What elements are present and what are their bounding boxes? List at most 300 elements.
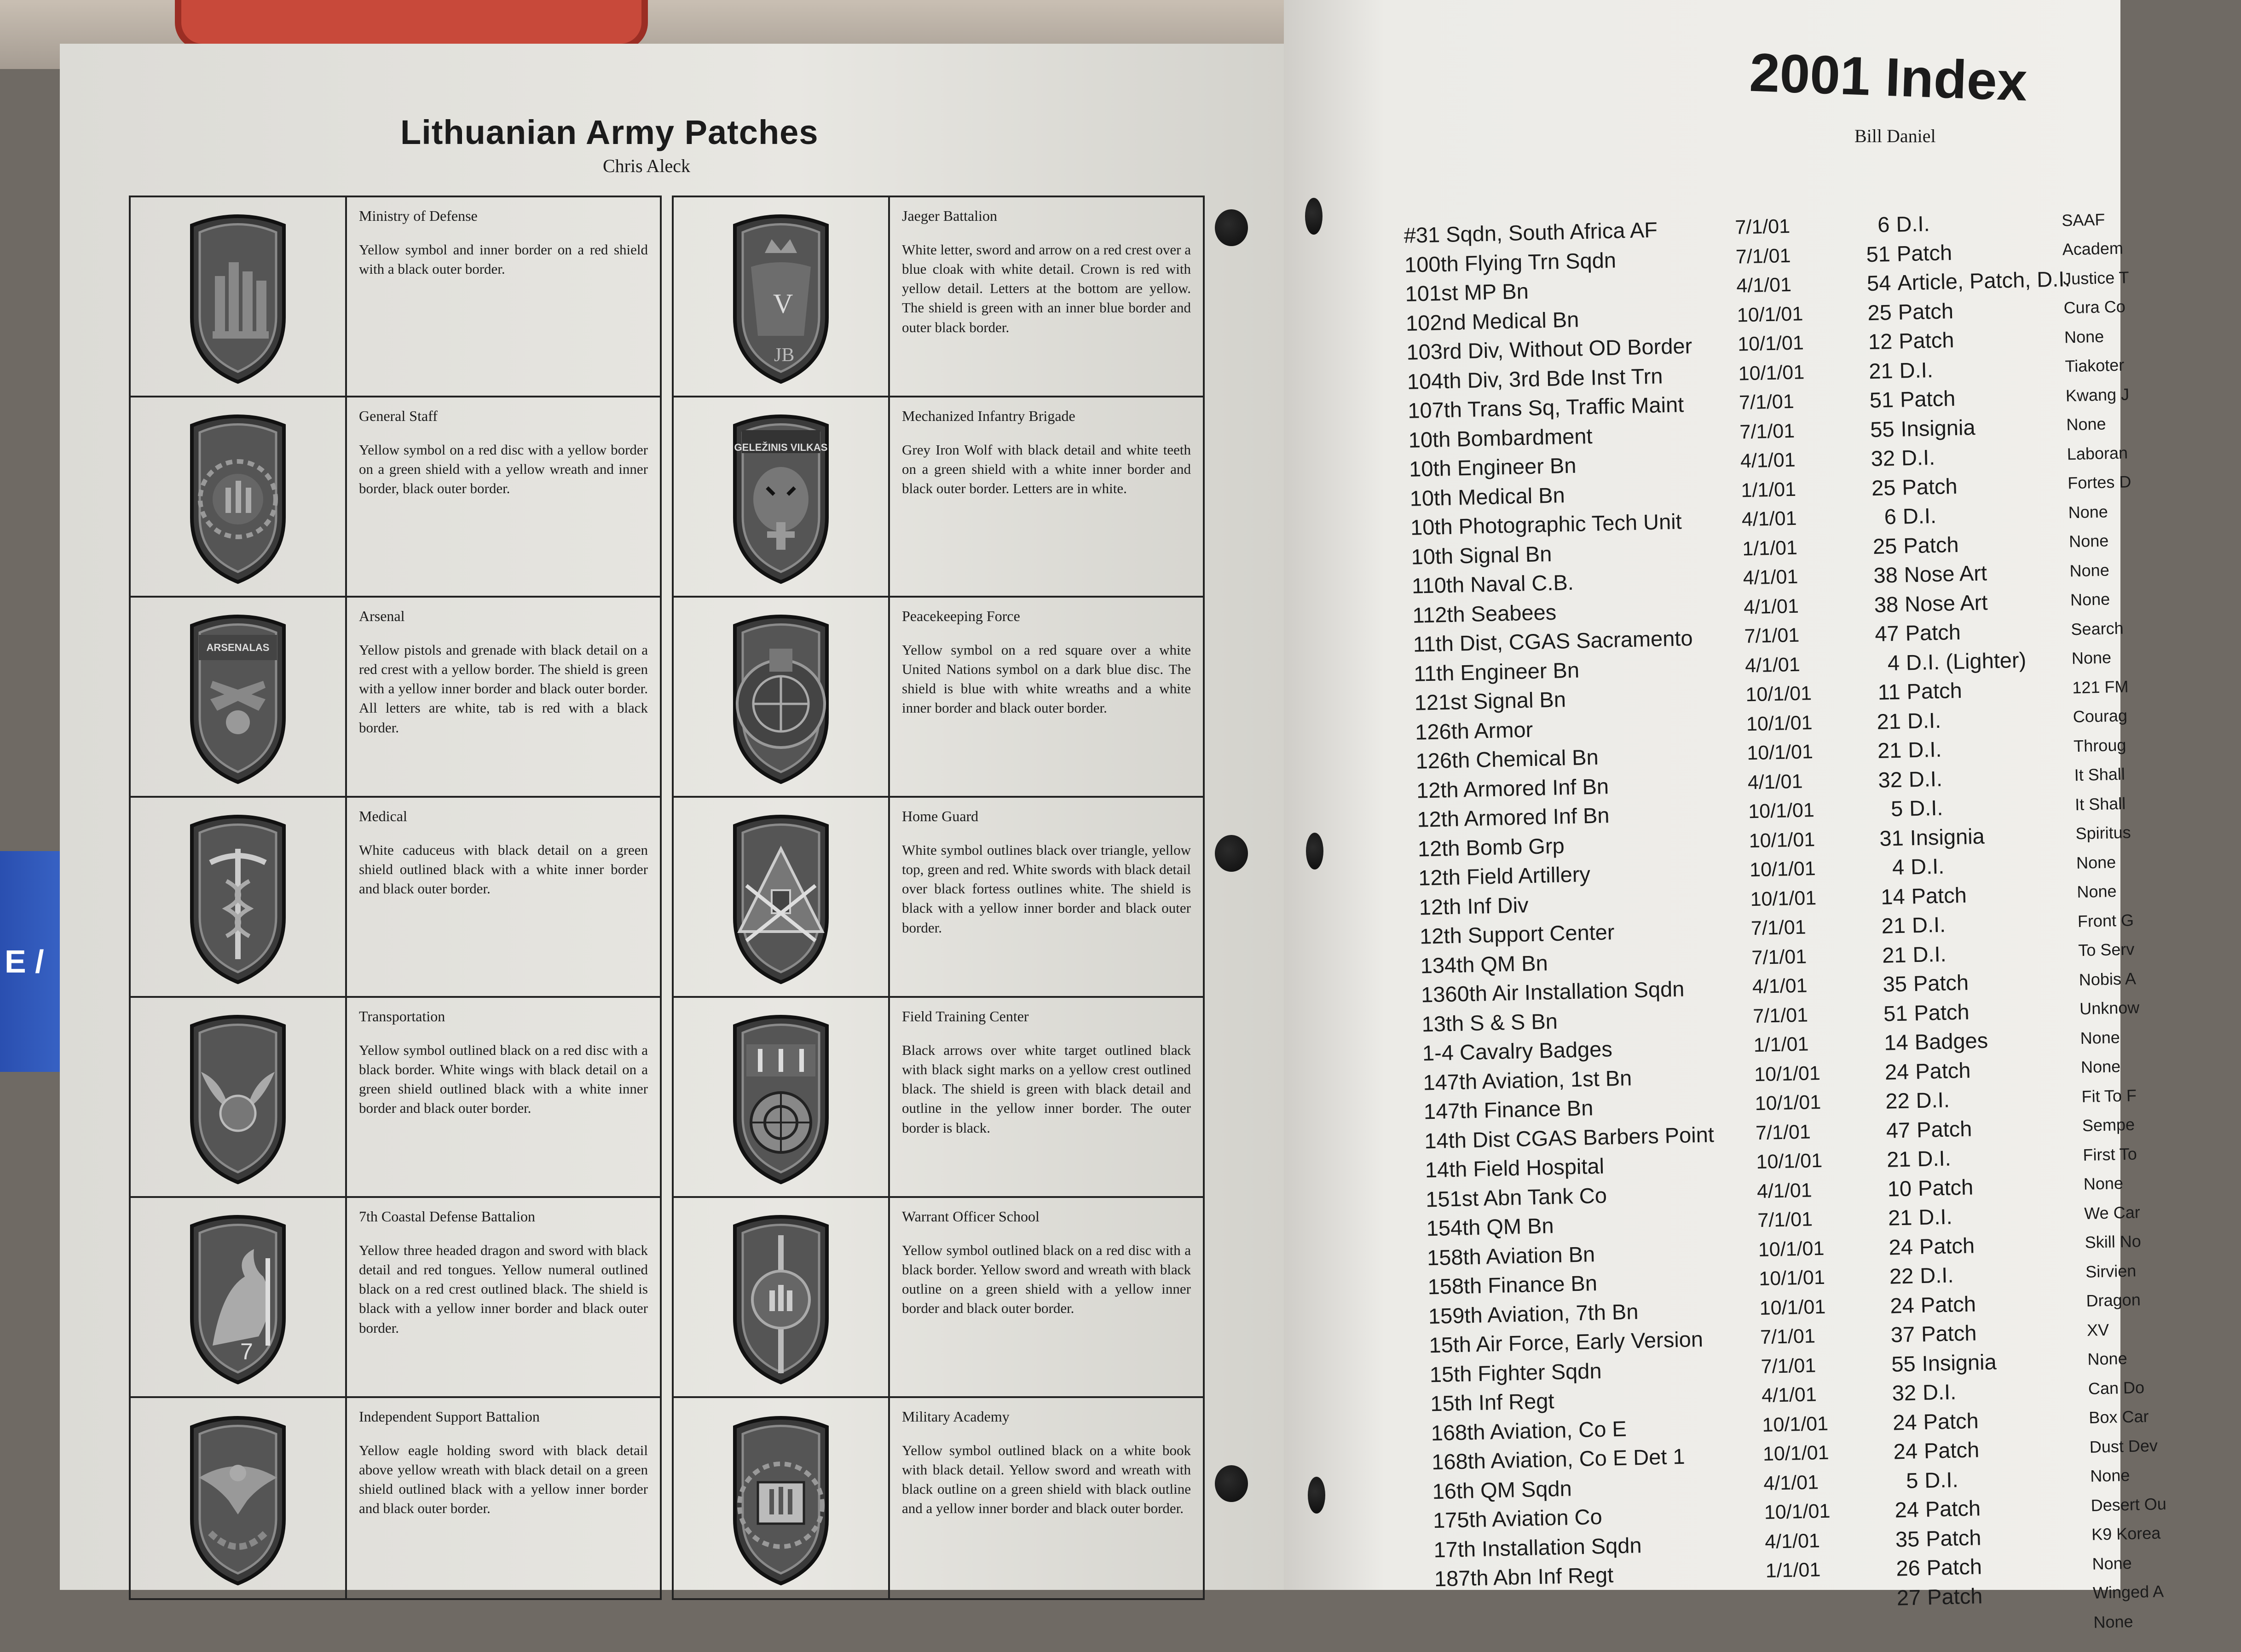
patch-name: Military Academy	[902, 1408, 1010, 1425]
index-date: 4/1/01	[1743, 566, 1798, 589]
index-type: Patch	[1898, 328, 1954, 353]
index-page: 35	[1895, 1526, 1920, 1552]
index-date: 10/1/01	[1764, 1500, 1831, 1524]
index-motto: None	[2068, 531, 2109, 551]
index-type: D.I.	[1899, 357, 1934, 383]
index-page: 21	[1886, 1146, 1912, 1172]
winged-wheel-icon	[171, 1007, 305, 1187]
index-motto: Front G	[2077, 910, 2134, 931]
index-date: 4/1/01	[1736, 274, 1792, 297]
index-unit: 12th Support Center	[1419, 920, 1615, 949]
index-page: 4	[1887, 650, 1900, 675]
index-page: 5	[1890, 796, 1903, 821]
index-title: 2001 Index	[1748, 42, 2028, 113]
patch-name: Warrant Officer School	[902, 1208, 1040, 1225]
index-motto: None	[2092, 1553, 2132, 1573]
index-unit: 12th Armored Inf Bn	[1416, 773, 1609, 803]
patch-row	[674, 397, 1203, 598]
index-unit: 104th Div, 3rd Bde Inst Trn	[1407, 363, 1663, 394]
index-page: 24	[1893, 1439, 1918, 1464]
index-date: 10/1/01	[1748, 799, 1815, 823]
index-page: 25	[1867, 299, 1892, 325]
index-date: 4/1/01	[1763, 1471, 1819, 1495]
index-motto: None	[2077, 881, 2117, 902]
index-unit: 100th Flying Trn Sqdn	[1404, 248, 1617, 277]
index-date: 10/1/01	[1762, 1441, 1830, 1466]
binder-hole	[1215, 209, 1248, 246]
patch-row	[674, 998, 1203, 1198]
index-unit: 151st Abn Tank Co	[1425, 1183, 1607, 1212]
index-date: 4/1/01	[1761, 1383, 1817, 1407]
index-motto: None	[2066, 414, 2106, 434]
patch-description: White symbol outlines black over triangle, yellow top, green and red. White swords with black detail over black fortess outlines white. The shield is black with a yellow inner border and black outer border.	[902, 842, 1191, 936]
index-type: D.I.	[1895, 211, 1930, 236]
index-unit: 12th Inf Div	[1419, 892, 1529, 920]
index-page: 54	[1866, 271, 1891, 296]
index-motto: Cura Co	[2063, 297, 2126, 317]
index-page: 21	[1877, 708, 1901, 734]
index-page: 22	[1889, 1263, 1914, 1289]
index-type: Insignia	[1922, 1349, 1997, 1376]
index-motto: Academ	[2062, 238, 2124, 259]
index-page: 37	[1890, 1322, 1915, 1347]
patch-text	[890, 798, 1203, 996]
index-unit: 158th Finance Bn	[1427, 1271, 1598, 1299]
index-page: 21	[1881, 913, 1906, 938]
flyer-letter: E /	[5, 944, 44, 979]
index-date: 10/1/01	[1755, 1091, 1821, 1115]
index-unit: 154th QM Bn	[1426, 1213, 1554, 1241]
index-page: 5	[1906, 1468, 1918, 1493]
patch-image	[674, 1398, 890, 1598]
patch-row	[131, 1398, 660, 1598]
binder-hole	[1215, 1465, 1248, 1502]
index-type: Patch	[1918, 1174, 1974, 1200]
index-date: 1/1/01	[1742, 536, 1798, 560]
index-unit	[1436, 1630, 1767, 1637]
patch-description: Yellow symbol and inner border on a red shield with a black outer border.	[359, 242, 648, 277]
index-page: 12	[1868, 329, 1893, 354]
index-type: D.I.	[1902, 503, 1937, 529]
patch-description: Yellow eagle holding sword with black detail above yellow wreath with black detail on a green shield outlined black with a yellow inner border and black outer border.	[359, 1442, 648, 1517]
index-date: 7/1/01	[1760, 1325, 1816, 1349]
patch-image	[131, 798, 347, 996]
patch-row	[131, 598, 660, 798]
index-type: D.I.	[1901, 445, 1935, 470]
index-motto: Dragon	[2086, 1290, 2141, 1311]
index-type: Badges	[1914, 1028, 1988, 1054]
index-unit: 15th Air Force, Early Version	[1428, 1327, 1704, 1358]
index-type: D.I.	[1908, 766, 1943, 792]
index-motto: SAAF	[2061, 210, 2105, 230]
patch-image	[674, 998, 890, 1196]
patch-row	[674, 197, 1203, 397]
patch-name: Field Training Center	[902, 1008, 1029, 1025]
index-type: Patch	[1913, 970, 1969, 996]
index-motto: Sirvien	[2085, 1261, 2137, 1281]
patch-row	[131, 397, 660, 598]
index-motto: It Shall	[2074, 764, 2125, 785]
index-type: D.I.	[1924, 1467, 1959, 1492]
index-unit: 101st MP Bn	[1405, 279, 1529, 306]
index-unit: 10th Signal Bn	[1410, 541, 1552, 569]
patch-name: Home Guard	[902, 808, 979, 824]
index-motto: None	[2090, 1466, 2130, 1486]
index-type: Patch	[1901, 473, 1958, 500]
patch-name: Peacekeeping Force	[902, 608, 1020, 624]
index-date	[1766, 1598, 1886, 1600]
caduceus-icon	[171, 807, 305, 987]
index-motto: Skill No	[2085, 1232, 2142, 1252]
patch-description: Yellow symbol outlined black on a white book with black detail. Yellow sword and wreath with black outline on a green shield with black outline and a yellow inner border and black outer border.	[902, 1442, 1191, 1517]
index-unit: 126th Armor	[1415, 717, 1533, 744]
index-unit: 134th QM Bn	[1420, 950, 1548, 978]
patch-text	[890, 1198, 1203, 1396]
index-unit: 168th Aviation, Co E	[1431, 1416, 1627, 1445]
patch-description: Yellow symbol on a red disc with a yellow border on a green shield with a yellow wreath and inner border, black outer border.	[359, 442, 648, 497]
index-type: D.I.	[1907, 737, 1942, 762]
patch-name: General Staff	[359, 408, 438, 424]
index-date: 10/1/01	[1758, 1266, 1825, 1290]
target-icon	[714, 1007, 848, 1187]
index-date: 7/1/01	[1750, 916, 1807, 940]
index-motto: Winged A	[2092, 1582, 2164, 1603]
index-unit: 14th Dist CGAS Barbers Point	[1424, 1122, 1715, 1153]
patch-image	[131, 598, 347, 796]
triangle-swords-icon	[714, 807, 848, 987]
patch-image	[131, 998, 347, 1196]
index-date: 10/1/01	[1749, 858, 1816, 881]
index-unit: 10th Bombardment	[1408, 423, 1593, 452]
patch-name: Arsenal	[359, 608, 405, 624]
index-unit: 158th Aviation Bn	[1427, 1241, 1595, 1270]
index-unit: 121st Signal Bn	[1414, 687, 1566, 715]
index-date: 7/1/01	[1739, 391, 1795, 414]
index-unit: 103rd Div, Without OD Border	[1406, 334, 1692, 365]
index-unit: 159th Aviation, 7th Bn	[1428, 1299, 1639, 1329]
index-unit: 110th Naval C.B.	[1411, 570, 1574, 599]
index-motto: None	[2068, 502, 2108, 522]
index-date: 7/1/01	[1751, 945, 1807, 969]
index-date: 4/1/01	[1743, 595, 1799, 619]
index-unit: 10th Engineer Bn	[1409, 453, 1577, 482]
index-motto: Fortes D	[2067, 472, 2131, 493]
index-page: 26	[1895, 1555, 1921, 1581]
index-motto: None	[2070, 589, 2110, 610]
index-type: Article, Patch, D.I.	[1897, 266, 2071, 295]
index-date: 10/1/01	[1759, 1295, 1826, 1319]
index-type: D.I.	[1918, 1204, 1953, 1230]
index-type: Patch	[1916, 1116, 1972, 1142]
index-date: 10/1/01	[1746, 711, 1813, 736]
index-type: Patch	[1906, 678, 1963, 704]
index-page: 47	[1874, 621, 1900, 646]
index-motto: Fit To F	[2081, 1086, 2137, 1106]
index-motto: Dust Dev	[2089, 1436, 2158, 1456]
patch-description: White caduceus with black detail on a green shield outlined black with a white inner border and black outer border.	[359, 842, 648, 897]
index-page: 6	[1877, 212, 1890, 237]
patch-description: Yellow symbol outlined black on a red disc with a black border. Yellow sword and wreath with black outline on a green shield with a yellow inner border and black outer border.	[902, 1242, 1191, 1317]
index-type: Patch	[1919, 1233, 1975, 1259]
patch-name: Ministry of Defense	[359, 207, 478, 224]
index-date: 4/1/01	[1764, 1529, 1820, 1553]
patch-description: Yellow pistols and grenade with black detail on a red crest with a yellow border. The shield is green with a yellow inner border and black outer border. All letters are white, tab is red with a black border.	[359, 642, 648, 736]
index-author: Bill Daniel	[1854, 126, 1936, 146]
index-type: Patch	[1911, 882, 1967, 909]
index-page	[1887, 1626, 1928, 1627]
index-type: D.I.	[1917, 1145, 1952, 1171]
patch-image	[131, 397, 347, 596]
patch-text	[890, 1398, 1203, 1598]
patch-description: Yellow three headed dragon and sword with black detail and red tongues. Yellow numeral outlined black on a red crest outlined black. The shield is black with a yellow inner border and black outer border.	[359, 1242, 648, 1336]
index-page: 10	[1887, 1176, 1912, 1201]
index-page: 24	[1889, 1293, 1915, 1318]
index-page: 32	[1877, 767, 1903, 792]
patch-text	[347, 197, 660, 396]
index-motto: First To	[2082, 1144, 2137, 1164]
index-motto: It Shall	[2074, 794, 2126, 814]
index-date: 4/1/01	[1747, 770, 1803, 794]
index-date: 7/1/01	[1739, 420, 1795, 443]
binder-hole	[1215, 835, 1248, 872]
index-unit: 1360th Air Installation Sqdn	[1421, 976, 1685, 1007]
index-page: 14	[1880, 884, 1906, 909]
index-date: 7/1/01	[1735, 244, 1791, 268]
index-date: 7/1/01	[1752, 1004, 1808, 1027]
index-type: D.I.	[1910, 853, 1945, 879]
patch-image	[674, 798, 890, 996]
patch-name: Independent Support Battalion	[359, 1408, 540, 1425]
index-motto: None	[2064, 327, 2104, 347]
index-page: 14	[1883, 1030, 1909, 1055]
index-page: 11	[1877, 679, 1901, 705]
index-motto: K9 Korea	[2091, 1523, 2161, 1544]
index-page: 27	[1896, 1585, 1921, 1610]
index-unit: 10th Photographic Tech Unit	[1410, 509, 1682, 540]
index-motto: To Serv	[2078, 939, 2135, 960]
index-unit: 12th Armored Inf Bn	[1416, 803, 1610, 832]
index-unit: 102nd Medical Bn	[1405, 307, 1579, 335]
index-page: 32	[1871, 446, 1895, 471]
page-title: Lithuanian Army Patches	[400, 113, 819, 151]
index-motto: Tiakoter	[2065, 355, 2125, 376]
patch-row	[674, 598, 1203, 798]
index-page: 51	[1866, 241, 1891, 266]
index-motto: Justice T	[2062, 268, 2130, 288]
index-motto: None	[2087, 1349, 2128, 1369]
index-type: D.I.	[1919, 1262, 1954, 1288]
index-page: 24	[1889, 1234, 1913, 1260]
patch-row	[674, 1398, 1203, 1598]
index-unit: 11th Dist, CGAS Sacramento	[1413, 626, 1693, 657]
index-date: 10/1/01	[1754, 1062, 1821, 1086]
index-type: Patch	[1926, 1554, 1982, 1580]
index-motto: Can Do	[2088, 1377, 2145, 1398]
index-page: 38	[1873, 563, 1898, 588]
index-type: Insignia	[1910, 823, 1985, 850]
binder-hole	[1306, 833, 1323, 869]
index-type: Patch	[1920, 1291, 1976, 1317]
index-page: 51	[1869, 387, 1894, 413]
index-unit: #31 Sqdn, South Africa AF	[1404, 217, 1658, 248]
index-type	[1928, 1623, 2094, 1626]
index-unit: 15th Inf Regt	[1430, 1388, 1555, 1416]
index-unit: 14th Field Hospital	[1425, 1153, 1605, 1182]
patch-text	[890, 397, 1203, 596]
patch-row	[131, 1198, 660, 1398]
index-page: 22	[1885, 1088, 1910, 1113]
patch-name: Medical	[359, 808, 407, 824]
un-globe-icon	[714, 607, 848, 787]
index-date: 1/1/01	[1765, 1559, 1821, 1583]
red-patch-edge	[175, 0, 648, 50]
index-unit: 112th Seabees	[1412, 599, 1557, 627]
index-type: D.I.	[1912, 941, 1947, 967]
patch-description: Black arrows over white target outlined black with black sight marks on a yellow crest outlined black. The shield is green with black detail and outline in the yellow inner border. The outer border is black.	[902, 1042, 1191, 1136]
index-motto: Sempe	[2082, 1115, 2135, 1135]
patch-text	[890, 197, 1203, 396]
index-motto: Box Car	[2088, 1407, 2149, 1428]
index-date: 10/1/01	[1737, 332, 1804, 356]
index-motto: We Car	[2084, 1202, 2141, 1223]
patch-row	[131, 197, 660, 397]
book-wreath-icon	[714, 1409, 848, 1588]
index-page: 24	[1884, 1059, 1909, 1084]
patch-text	[347, 598, 660, 796]
index-motto: Throug	[2073, 735, 2126, 755]
index-unit: 17th Installation Sqdn	[1433, 1532, 1642, 1562]
index-unit: 147th Aviation, 1st Bn	[1422, 1065, 1632, 1095]
patch-row	[674, 798, 1203, 998]
pistols-icon	[171, 607, 305, 787]
patch-text	[890, 998, 1203, 1196]
index-page: 25	[1872, 533, 1897, 558]
index-date: 7/1/01	[1755, 1121, 1811, 1144]
index-unit: 10th Medical Bn	[1409, 482, 1565, 511]
patch-table-right	[672, 196, 1205, 1600]
index-motto: Desert Ou	[2091, 1494, 2167, 1515]
index-type: Patch	[1925, 1525, 1982, 1551]
index-motto: None	[2080, 1057, 2121, 1077]
eagle-icon	[171, 1409, 305, 1588]
index-type: Patch	[1900, 386, 1956, 412]
right-page	[1284, 0, 2167, 1632]
index-type: Patch	[1915, 1058, 1971, 1083]
index-type: D.I.	[1909, 795, 1943, 821]
index-motto: None	[2071, 648, 2112, 668]
index-type: Patch	[1913, 999, 1970, 1025]
index-unit: 11th Engineer Bn	[1413, 657, 1580, 686]
patch-name: 7th Coastal Defense Battalion	[359, 1208, 536, 1225]
index-type: Patch	[1903, 532, 1959, 558]
index-date: 10/1/01	[1750, 886, 1817, 911]
index-date: 10/1/01	[1749, 828, 1815, 852]
binder-hole	[1308, 1477, 1325, 1514]
index-motto: Laboran	[2067, 443, 2128, 464]
index-motto: Nobis A	[2079, 969, 2137, 989]
patch-name: Jaeger Battalion	[902, 207, 998, 224]
index-unit: 16th QM Sqdn	[1432, 1476, 1572, 1504]
index-page: 24	[1892, 1410, 1918, 1435]
crown-cloak-icon	[714, 207, 848, 386]
index-motto: None	[2080, 1027, 2120, 1048]
patch-text	[890, 598, 1203, 796]
index-date: 1/1/01	[1753, 1033, 1809, 1057]
index-unit: 12th Field Artillery	[1418, 862, 1591, 890]
index-unit: 1-4 Cavalry Badges	[1422, 1036, 1613, 1065]
patch-row	[674, 1198, 1203, 1398]
index-motto: Unknow	[2079, 998, 2140, 1019]
svg-text:7: 7	[240, 1338, 253, 1364]
patch-row	[131, 998, 660, 1198]
index-page: 25	[1871, 475, 1896, 500]
index-date: 4/1/01	[1741, 507, 1797, 531]
index-page: 6	[1884, 504, 1897, 529]
wreath-icon	[171, 407, 305, 587]
index-page: 38	[1874, 592, 1899, 617]
index-unit: 107th Trans Sq, Traffic Maint	[1407, 392, 1684, 423]
wolf-icon	[714, 407, 848, 587]
index-unit: 187th Abn Inf Regt	[1434, 1562, 1614, 1591]
index-type: Nose Art	[1904, 560, 1987, 587]
index-type: Patch	[1896, 240, 1952, 266]
index-unit: 13th S & S Bn	[1421, 1008, 1558, 1036]
index-type: D.I. (Lighter)	[1906, 647, 2027, 675]
index-motto: Spiritus	[2075, 823, 2131, 843]
index-date: 4/1/01	[1752, 974, 1808, 998]
index-date: 1/1/01	[1740, 478, 1796, 502]
index-date: 10/1/01	[1738, 361, 1805, 385]
index-unit: 15th Fighter Sqdn	[1429, 1358, 1602, 1387]
index-page: 21	[1888, 1205, 1913, 1230]
patch-image	[674, 1198, 890, 1396]
patch-name: Mechanized Infantry Brigade	[902, 408, 1075, 424]
patch-text	[347, 798, 660, 996]
index-type: D.I.	[1922, 1379, 1957, 1405]
index-type: Patch	[1927, 1583, 1983, 1609]
index-date: 10/1/01	[1745, 682, 1812, 706]
index-type: Nose Art	[1904, 590, 1988, 616]
index-type: D.I.	[1907, 708, 1941, 733]
index-date: 7/1/01	[1761, 1354, 1816, 1378]
patch-image	[131, 197, 347, 396]
index-date: 10/1/01	[1762, 1412, 1829, 1436]
patch-description: Grey Iron Wolf with black detail and white teeth on a green shield with a white inner border and black outer border. Letters are in white.	[902, 442, 1191, 497]
svg-text:V: V	[773, 288, 793, 319]
index-list	[1404, 203, 2218, 1652]
index-type: Patch	[1921, 1320, 1977, 1347]
index-page: 55	[1870, 416, 1895, 442]
index-motto: Kwang J	[2065, 385, 2130, 405]
patch-text	[347, 998, 660, 1196]
index-date: 7/1/01	[1744, 624, 1800, 648]
index-unit	[1435, 1600, 1766, 1608]
index-date: 7/1/01	[1734, 215, 1790, 239]
svg-text:GELEŽINIS VILKAS: GELEŽINIS VILKAS	[734, 441, 828, 453]
index-date: 4/1/01	[1756, 1179, 1813, 1203]
patch-description: Yellow symbol outlined black on a red disc with a black border. White wings with black detail on a green shield outlined black with a white inner border and black outer border.	[359, 1042, 648, 1117]
index-motto: 121 FM	[2072, 677, 2129, 697]
index-type: Insignia	[1900, 414, 1976, 441]
patch-text	[347, 397, 660, 596]
index-motto: Search	[2071, 618, 2124, 639]
svg-text:ARSENALAS: ARSENALAS	[206, 641, 270, 653]
index-motto: None	[2076, 852, 2116, 872]
index-type: Patch	[1925, 1496, 1981, 1522]
index-unit: 147th Finance Bn	[1423, 1095, 1594, 1124]
index-page: 47	[1886, 1117, 1911, 1143]
left-page	[60, 44, 1284, 1590]
